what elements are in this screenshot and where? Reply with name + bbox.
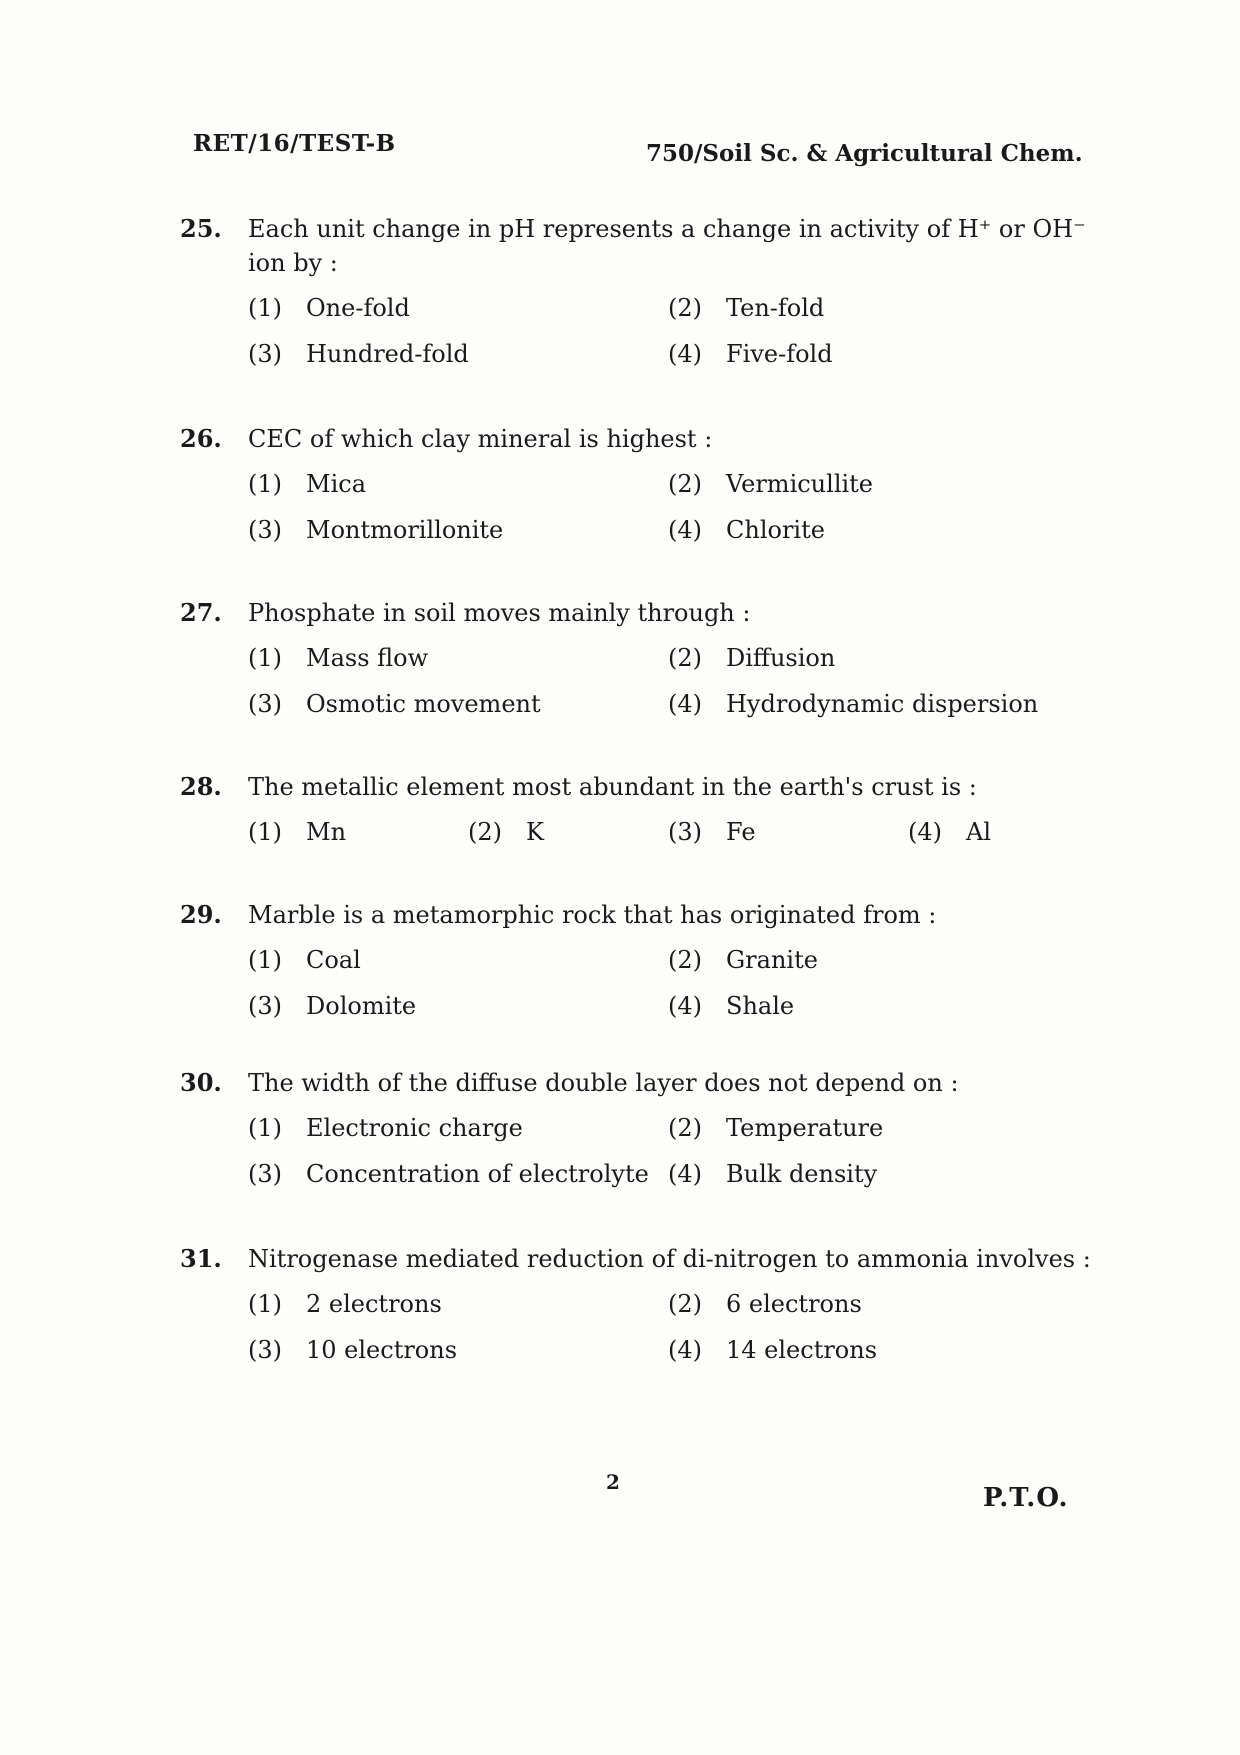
options-list [248,642,1100,720]
question-text: CEC of which clay mineral is highest : [248,425,713,453]
options-list [248,816,1100,848]
option-2: (2) Ten-fold [668,294,825,322]
options-list [248,292,1100,370]
question-25 [180,212,1100,370]
option-3: (3) Montmorillonite [248,516,504,544]
question-number: 30. [180,1068,222,1097]
question-text: The width of the diffuse double layer does not depend on : [248,1069,959,1097]
question-text: The metallic element most abundant in the earth's crust is : [248,773,977,801]
option-2: (2) Diffusion [668,644,836,672]
paper-code: RET/16/TEST-B [193,130,396,157]
question-text: Phosphate in soil moves mainly through : [248,599,751,627]
options-list [248,1112,1100,1190]
question-number: 26. [180,424,222,453]
option-1: (1) Mica [248,470,366,498]
question-number: 27. [180,598,222,627]
option-1: (1) Mass flow [248,644,429,672]
option-4: (4) Al [908,818,992,846]
question-31 [180,1242,1100,1366]
option-1: (1) Mn [248,818,347,846]
options-list [248,468,1100,546]
question-26 [180,422,1100,546]
option-4: (4) Shale [668,992,795,1020]
option-3: (3) Hundred-fold [248,340,469,368]
subject-title: 750/Soil Sc. & Agricultural Chem. [646,140,1083,167]
option-4: (4) Bulk density [668,1160,878,1188]
question-number: 28. [180,772,222,801]
option-1: (1) Electronic charge [248,1114,523,1142]
question-27 [180,596,1100,720]
option-2: (2) Temperature [668,1114,884,1142]
option-2: (2) 6 electrons [668,1290,862,1318]
please-turn-over: P.T.O. [983,1483,1069,1513]
option-4: (4) Five-fold [668,340,833,368]
question-number: 31. [180,1244,222,1273]
page-number: 2 [606,1470,620,1494]
option-1: (1) 2 electrons [248,1290,442,1318]
option-3: (3) Dolomite [248,992,417,1020]
option-3: (3) 10 electrons [248,1336,458,1364]
options-list [248,1288,1100,1366]
question-28 [180,770,1100,848]
option-1: (1) Coal [248,946,361,974]
question-text: Each unit change in pH represents a change in activity of H⁺ or OH⁻ ion by : [248,215,1086,277]
question-text: Marble is a metamorphic rock that has originated from : [248,901,937,929]
option-1: (1) One-fold [248,294,410,322]
option-4: (4) Chlorite [668,516,825,544]
question-30 [180,1066,1100,1190]
option-4: (4) 14 electrons [668,1336,878,1364]
question-text: Nitrogenase mediated reduction of di-nitrogen to ammonia involves : [248,1245,1091,1273]
question-number: 29. [180,900,222,929]
option-2: (2) K [468,818,544,846]
option-2: (2) Vermicullite [668,470,874,498]
option-3: (3) Osmotic movement [248,690,541,718]
option-3: (3) Fe [668,818,756,846]
options-list [248,944,1100,1022]
question-29 [180,898,1100,1022]
option-2: (2) Granite [668,946,818,974]
question-number: 25. [180,214,222,243]
option-3: (3) Concentration of electrolyte [248,1160,649,1188]
option-4: (4) Hydrodynamic dispersion [668,690,1039,718]
